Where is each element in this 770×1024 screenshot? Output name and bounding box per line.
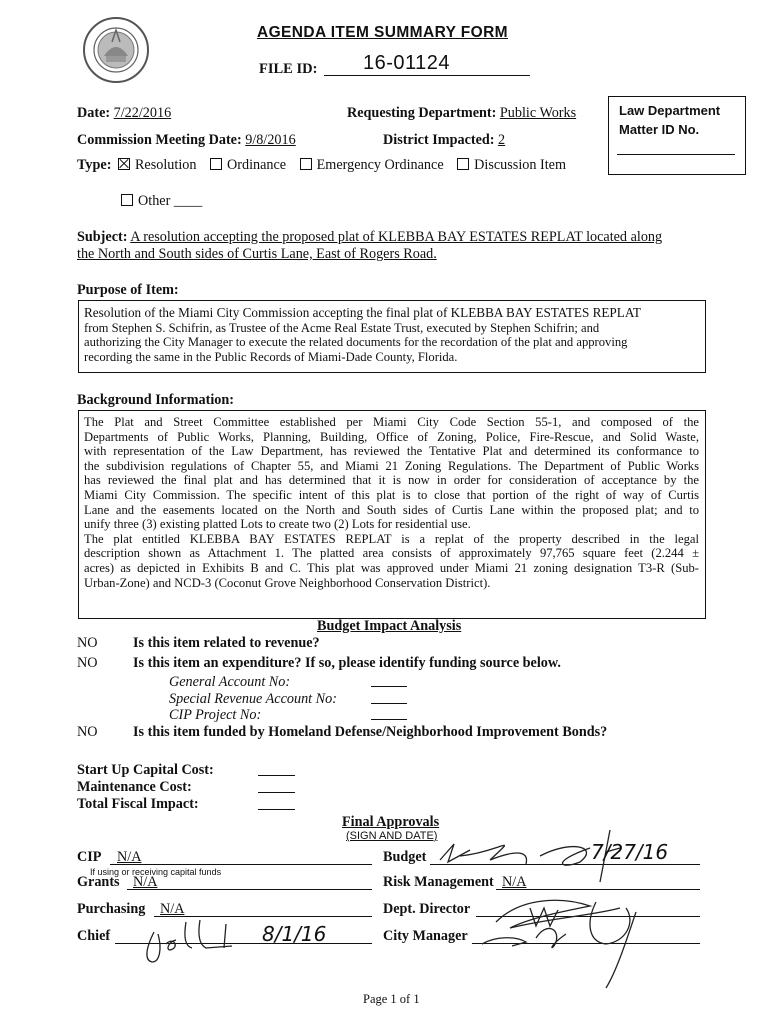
commission-date-label: Commission Meeting Date: xyxy=(77,132,242,148)
city-seal xyxy=(82,16,150,84)
matter-id-line xyxy=(617,154,735,155)
background-line: Urban-Zone) and NCD-3 (Coconut Grove Neighborhood Conservation District). xyxy=(84,575,491,590)
purchasing-line xyxy=(154,916,372,917)
district-label: District Impacted: xyxy=(383,132,495,148)
purpose-line: recording the same in the Public Records of Miami-Dade County, Florida. xyxy=(84,349,458,364)
risk-management-value: N/A xyxy=(502,874,527,890)
city-manager-signature xyxy=(476,892,676,992)
dept-director-label: Dept. Director xyxy=(383,901,471,917)
resolution-option: Resolution xyxy=(134,157,197,173)
subject-label: Subject: xyxy=(77,229,128,245)
background-line: description shown as Attachment 1. The platted area consists of approximately 97,765 square feet (2.244 ± xyxy=(84,546,699,561)
bonds-question: Is this item funded by Homeland Defense/Neighborhood Improvement Bonds? xyxy=(133,724,608,740)
matter-id-label: Matter ID No. xyxy=(619,122,700,137)
background-box xyxy=(78,410,706,619)
discussion-item-checkbox[interactable] xyxy=(457,158,469,170)
date-field xyxy=(77,105,171,122)
purpose-box xyxy=(78,300,706,373)
total-fiscal-impact-line xyxy=(258,809,295,810)
background-label: Background Information: xyxy=(77,392,235,408)
background-line: The plat entitled KLEBBA BAY ESTATES REPLAT is a replat of the property described in the legal xyxy=(84,531,699,546)
requesting-department-label: Requesting Department: xyxy=(347,105,497,121)
expenditure-answer: NO xyxy=(77,655,98,671)
requesting-department-field xyxy=(347,105,576,122)
other-row xyxy=(121,193,202,210)
final-approvals-title: Final Approvals xyxy=(342,814,440,830)
requesting-department-value: Public Works xyxy=(499,105,577,121)
chief-label: Chief xyxy=(77,928,111,944)
startup-cost-line xyxy=(258,775,295,776)
subject-line-2: the North and South sides of Curtis Lane, East of Rogers Road. xyxy=(77,246,437,262)
emergency-ordinance-checkbox[interactable] xyxy=(300,158,312,170)
special-revenue-label: Special Revenue Account No: xyxy=(169,691,337,707)
purpose-line: authorizing the City Manager to execute the related documents for the recordation of the plat and approving xyxy=(84,335,628,350)
other-checkbox[interactable] xyxy=(121,194,133,206)
other-blank: ____ xyxy=(173,193,203,209)
type-row xyxy=(77,157,566,174)
maintenance-cost-line xyxy=(258,792,295,793)
background-line: Lane and the easements located on the North and South sides of Curtis Lane within the proposed plat; and to xyxy=(84,502,699,517)
background-line: has reviewed the final plat and has determined that it is now in order for consideration of acceptance by the xyxy=(84,473,699,488)
ordinance-option: Ordinance xyxy=(227,157,287,173)
purpose-line: Resolution of the Miami City Commission accepting the final plat of KLEBBA BAY ESTATES REPLAT xyxy=(84,305,641,320)
chief-signature xyxy=(140,918,270,966)
district-value: 2 xyxy=(498,132,506,148)
purchasing-value: N/A xyxy=(160,901,185,917)
bonds-answer: NO xyxy=(77,724,98,740)
date-label: Date: xyxy=(77,105,111,121)
file-id-value: 16-01124 xyxy=(363,52,451,74)
date-value: 7/22/2016 xyxy=(113,105,172,121)
budget-approval-label: Budget xyxy=(383,849,427,865)
maintenance-cost-label: Maintenance Cost: xyxy=(77,779,192,795)
form-title: AGENDA ITEM SUMMARY FORM xyxy=(257,24,508,41)
general-account-label: General Account No: xyxy=(169,674,291,690)
grants-value: N/A xyxy=(133,874,158,890)
total-fiscal-impact-label: Total Fiscal Impact: xyxy=(77,796,199,812)
capital-funds-note: If using or receiving capital funds xyxy=(90,867,222,877)
resolution-checkbox[interactable] xyxy=(118,158,130,170)
cip-line xyxy=(110,864,372,865)
revenue-answer: NO xyxy=(77,635,98,651)
file-id-label: FILE ID: xyxy=(259,61,318,77)
file-id-underline xyxy=(324,75,530,76)
law-department-label: Law Department xyxy=(619,103,721,118)
background-line: Departments of Public Works, Planning, Building, Office of Zoning, Police, Fire-Rescue, and Solid Waste, xyxy=(84,429,699,444)
cip-project-label: CIP Project No: xyxy=(169,707,262,723)
budget-impact-title: Budget Impact Analysis xyxy=(317,618,462,634)
cip-project-line xyxy=(371,719,407,720)
subject-block xyxy=(77,229,717,263)
other-option: Other xyxy=(138,193,171,209)
type-label: Type: xyxy=(77,157,112,173)
budget-date: 7/27/16 xyxy=(591,840,669,864)
emergency-ordinance-option: Emergency Ordinance xyxy=(316,157,444,173)
grants-label: Grants xyxy=(77,874,120,890)
background-line: with representation of the Law Department, has reviewed the Tentative Plat and determined its conformance to xyxy=(84,444,699,459)
startup-cost-label: Start Up Capital Cost: xyxy=(77,762,214,778)
city-manager-label: City Manager xyxy=(383,928,468,944)
ordinance-checkbox[interactable] xyxy=(210,158,222,170)
law-department-box xyxy=(608,96,746,175)
commission-date-value: 9/8/2016 xyxy=(245,132,296,148)
district-field xyxy=(383,132,505,149)
general-account-line xyxy=(371,686,407,687)
grants-line xyxy=(127,889,372,890)
special-revenue-line xyxy=(371,703,407,704)
subject-line-1: A resolution accepting the proposed plat of KLEBBA BAY ESTATES REPLAT located along xyxy=(130,229,663,245)
revenue-question: Is this item related to revenue? xyxy=(133,635,320,651)
background-line: the subdivision regulations of Chapter 55, and Miami 21 Zoning Regulations. The Department of Public Works xyxy=(84,458,699,473)
sign-and-date-label: (SIGN AND DATE) xyxy=(346,830,438,842)
risk-management-label: Risk Management xyxy=(383,874,494,890)
background-line: Miami City Commission. The specific intent of this plat is to close that portion of the right of way of Curtis xyxy=(84,487,699,502)
background-line: unify three (3) existing platted Lots to create two (2) Lots for residential use. xyxy=(84,517,471,532)
purchasing-label: Purchasing xyxy=(77,901,146,917)
expenditure-question: Is this item an expenditure? If so, please identify funding source below. xyxy=(133,655,561,671)
background-line: The Plat and Street Committee established per Miami City Code Section 55-1, and composed of the xyxy=(84,415,699,429)
discussion-item-option: Discussion Item xyxy=(474,157,566,173)
background-line: acres) as depicted in Exhibits B and C. This plat was approved under Miami 21 zoning designation T3-R (Sub- xyxy=(84,560,699,575)
cip-label: CIP xyxy=(77,849,102,865)
purpose-line: from Stephen S. Schifrin, as Trustee of the Acme Real Estate Trust, executed by Stephen Schifrin; and xyxy=(84,320,600,335)
chief-date: 8/1/16 xyxy=(262,922,327,946)
commission-date-field xyxy=(77,132,296,149)
purpose-label: Purpose of Item: xyxy=(77,282,179,298)
cip-value: N/A xyxy=(117,849,142,865)
page-number: Page 1 of 1 xyxy=(363,992,420,1006)
